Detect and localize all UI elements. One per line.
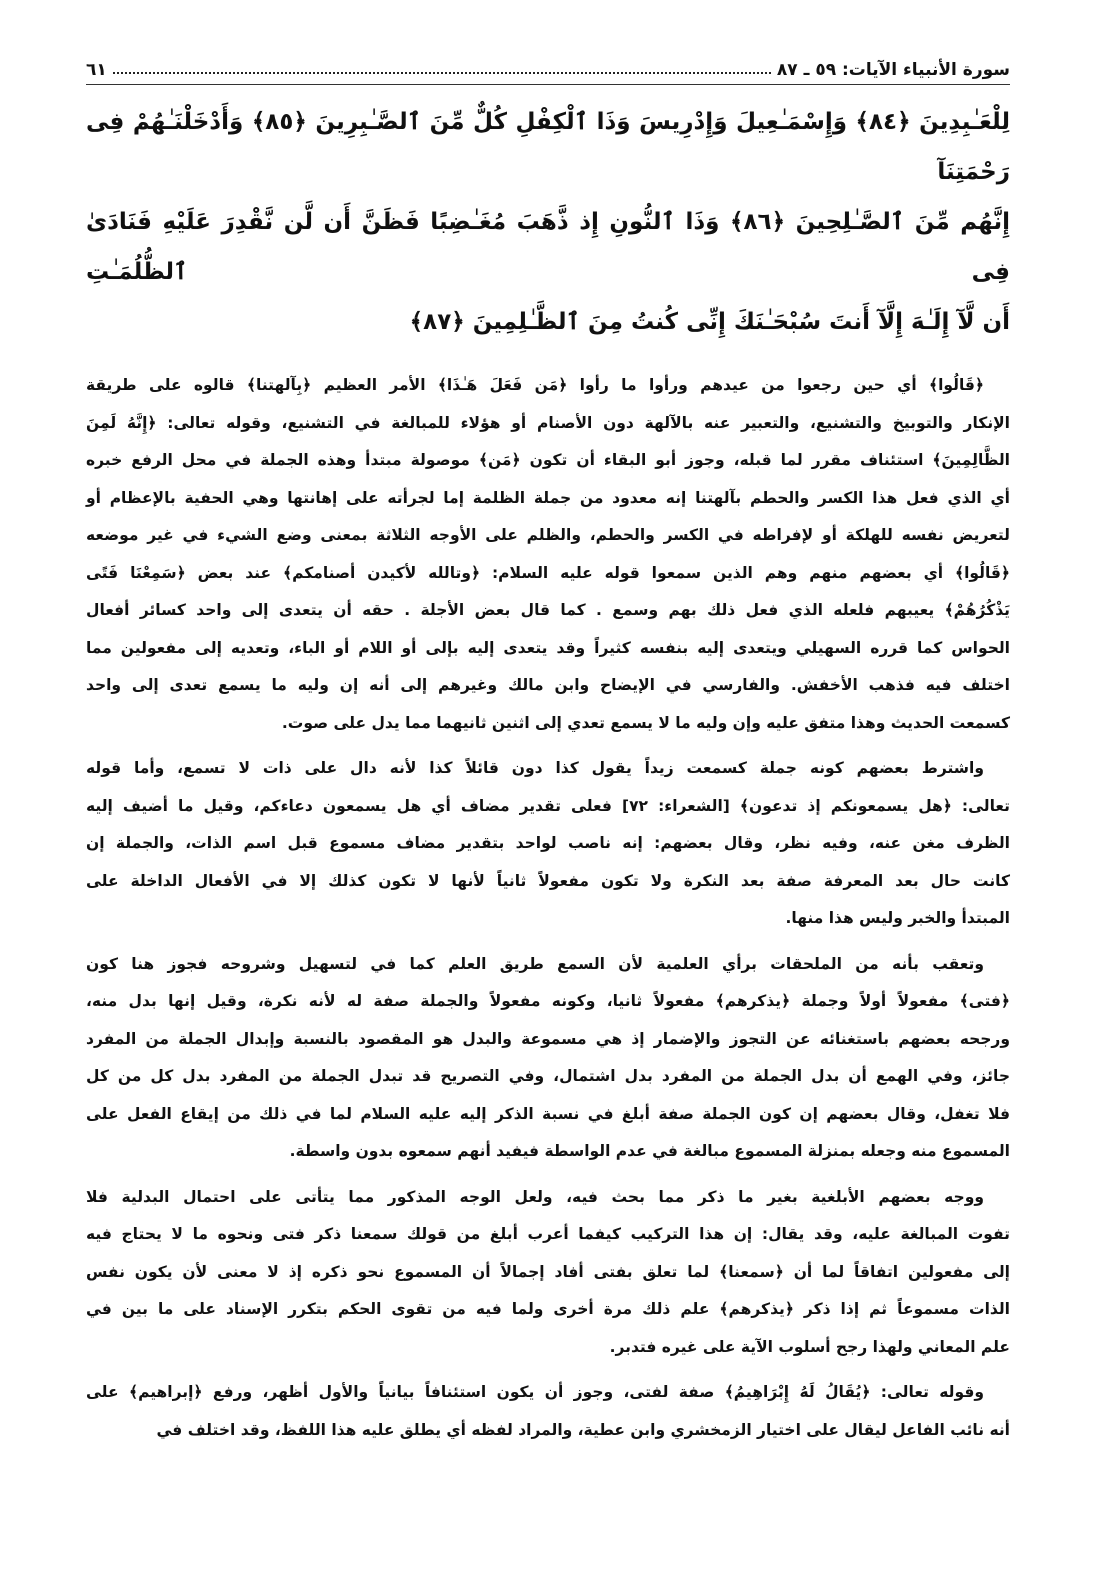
text-line: يَذْكُرُهُمْ﴾ يعيبهم فلعله الذي فعل ذلك بهم وسمع . كما قال بعض الأجلة . حقه أن يتعدى إلى واحد كسائر أفعال: [86, 601, 1010, 619]
text-line: تفوت المبالغة عليه، وقد يقال: إن هذا التركيب كيفما أعرب أبلغ من قولك سمعنا ذكر فتى ونحوه ما لا يحتاج فيه: [86, 1225, 1010, 1243]
paragraph: [86, 367, 1010, 742]
text-line: المبتدأ والخبر وليس هذا منها.: [785, 909, 1010, 927]
text-line: ووجه بعضهم الأبلغية بغير ما ذكر مما بحث فيه، ولعل الوجه المذكور مما يتأتى على احتمال البدلية فلا: [86, 1187, 984, 1206]
verse-line: أَن لَّآ إِلَـٰهَ إِلَّآ أَنتَ سُبْحَـٰنَكَ إِنِّى كُنتُ مِنَ ٱلظَّـٰلِمِينَ ﴿٨٧﴾: [409, 309, 1010, 335]
text-line: الإنكار والتوبيخ والتشنيع، والتعبير عنه بالآلهة دون الأصنام أو هؤلاء للمبالغة في التشنيع، وقوله تعالى: ﴿إِنَّهُ لَمِنَ: [86, 413, 1010, 432]
paragraph: [86, 1179, 1010, 1367]
text-line: وقوله تعالى: ﴿يُقَالُ لَهُ إِبْرَاهِيمُ﴾ صفة لفتى، وجوز أن يكون استئنافاً بيانياً والأول أظهر، ورفع ﴿إبراهيم﴾ على: [86, 1383, 984, 1401]
verse-line: إِنَّهُم مِّنَ ٱلصَّـٰلِحِينَ ﴿٨٦﴾ وَذَا ٱلنُّونِ إِذ ذَّهَبَ مُغَـٰضِبًا فَظَنَّ أَن لَّن نَّقْدِرَ عَلَيْهِ فَنَادَىٰ فِى ٱلظُّلُمَـٰتِ: [86, 209, 1010, 285]
text-line: تعالى: ﴿هل يسمعونكم إذ تدعون﴾ [الشعراء: ٧٢] فعلى تقدير مضاف أي هل يسمعون دعاءكم، وقيل ما أضيف إليه: [86, 796, 1010, 815]
text-line: أي الذي فعل هذا الكسر والحطم بآلهتنا إنه معدود من جملة الظلمة إما لجرأته على إهانتها وهي الحفية بالإعظام أو: [86, 488, 1010, 507]
text-line: الظرف مغن عنه، وفيه نظر، وقال بعضهم: إنه ناصب لواحد بتقدير مضاف مسموع قبل اسم الذات، والجملة إن: [86, 834, 1010, 852]
text-line: ﴿قَالُوا﴾ أي حين رجعوا من عيدهم ورأوا ما رأوا ﴿مَن فَعَلَ هَـٰذَا﴾ الأمر العظيم ﴿بِآلهتنا﴾ قالوه على طريقة: [86, 376, 984, 394]
text-line: أنه نائب الفاعل ليقال على اختيار الزمخشري وابن عطية، والمراد لفظه أي يطلق عليه هذا اللفظ، وقد اختلف في: [156, 1420, 1010, 1439]
header-leader-dots: [113, 72, 771, 74]
commentary-body: [86, 367, 1010, 1449]
text-line: ورجحه بعضهم باستغنائه عن التجوز والإضمار إذ هي مسموعة والبدل هو المقصود بالنسبة وإبدال الجملة من المفرد: [86, 1029, 1010, 1048]
text-line: كسمعت الحديث وهذا متفق عليه وإن وليه ما لا يسمع تعدي إلى اثنين ثانيهما مما يدل على صوت.: [281, 713, 1010, 732]
header-title: سورة الأنبياء الآيات: ٥٩ ـ ٨٧: [776, 60, 1010, 80]
text-line: وتعقب بأنه من الملحقات برأي العلمية لأن السمع طريق العلم كما في لتسهيل وشروحه فجوز هنا كون: [86, 954, 984, 973]
page-number: ٦١: [86, 60, 107, 80]
running-header: [86, 60, 1010, 85]
text-line: الذات مسموعاً ثم إذا ذكر ﴿يذكرهم﴾ علم ذلك مرة أخرى ولما فيه من تقوى الحكم بتكرر الإسناد على ما بين في: [86, 1300, 1010, 1318]
text-line: اختلف فيه فذهب الأخفش. والفارسي في الإيضاح وابن مالك وغيرهم إلى أنه إن وليه ما يسمع تعدى إلى واحد: [86, 676, 1010, 694]
quran-verses: [86, 97, 1010, 347]
text-line: الظَّالِمِينَ﴾ استئناف مقرر لما قبله، وجوز أبو البقاء أن تكون ﴿مَن﴾ موصولة مبتدأ وهذه الجملة في محل الرفع خبره: [86, 451, 1010, 469]
text-line: علم المعاني ولهذا رجح أسلوب الآية على غيره فتدبر.: [609, 1337, 1010, 1356]
paragraph: [86, 946, 1010, 1171]
text-line: المسموع منه وجعله بمنزلة المسموع مبالغة في عدم الواسطة فيفيد أنهم سمعوه بدون واسطة.: [289, 1142, 1010, 1160]
text-line: فلا تغفل، وقال بعضهم إن كون الجملة صفة أبلغ في نسبة الذكر إليه عليه السلام لما في ذلك من إيقاع الفعل على: [86, 1104, 1010, 1123]
text-line: الحواس كما قرره السهيلي ويتعدى إليه بنفسه كثيراً وقد يتعدى إليه بإلى أو اللام أو الباء، وتعديه إلى مفعولين مما: [86, 638, 1010, 657]
text-line: واشترط بعضهم كونه جملة كسمعت زيداً يقول كذا دون قائلاً كذا لأنه دال على ذات لا تسمع، وأما قوله: [86, 759, 984, 777]
text-line: لتعريض نفسه للهلكة أو لإفراطه في الكسر والحطم، والظلم على الأوجه الثلاثة بمعنى وضع الشيء في غير موضعه: [86, 526, 1010, 544]
text-line: إلى مفعولين اتفاقاً لما أن ﴿سمعنا﴾ لما تعلق بفتى أفاد إجمالاً أن المسموع نحو ذكره إذ لا معنى لأن يكون نفس: [86, 1262, 1010, 1281]
text-line: ﴿فتى﴾ مفعولاً أولاً وجملة ﴿يذكرهم﴾ مفعولاً ثانيا، وكونه مفعولاً والجملة صفة له لأنه نكرة، وقيل إنها بدل منه،: [86, 992, 1010, 1010]
text-line: ﴿قَالُوا﴾ أي بعضهم منهم وهم الذين سمعوا قوله عليه السلام: ﴿وتالله لأكيدن أصنامكم﴾ عند بعض ﴿سَمِعْنَا فَتًى: [86, 563, 1010, 582]
paragraph: [86, 750, 1010, 938]
verse-line: لِلْعَـٰبِدِينَ ﴿٨٤﴾ وَإِسْمَـٰعِيلَ وَإِدْرِيسَ وَذَا ٱلْكِفْلِ كُلٌّ مِّنَ ٱلصَّـٰبِرِينَ ﴿٨٥﴾ وَأَدْخَلْنَـٰهُمْ فِى رَحْمَتِنَآ: [86, 109, 1010, 185]
text-line: جائز، وفي الهمع أن بدل الجملة من المفرد بدل اشتمال، وفي التصريح قد تبدل الجملة من المفرد بدل كل من كل: [86, 1067, 1010, 1085]
text-line: كانت حال بعد المعرفة صفة بعد النكرة ولا تكون مفعولاً ثانياً لأنها لا تكون كذلك إلا في الأفعال الداخلة على: [86, 871, 1010, 890]
paragraph: [86, 1374, 1010, 1449]
